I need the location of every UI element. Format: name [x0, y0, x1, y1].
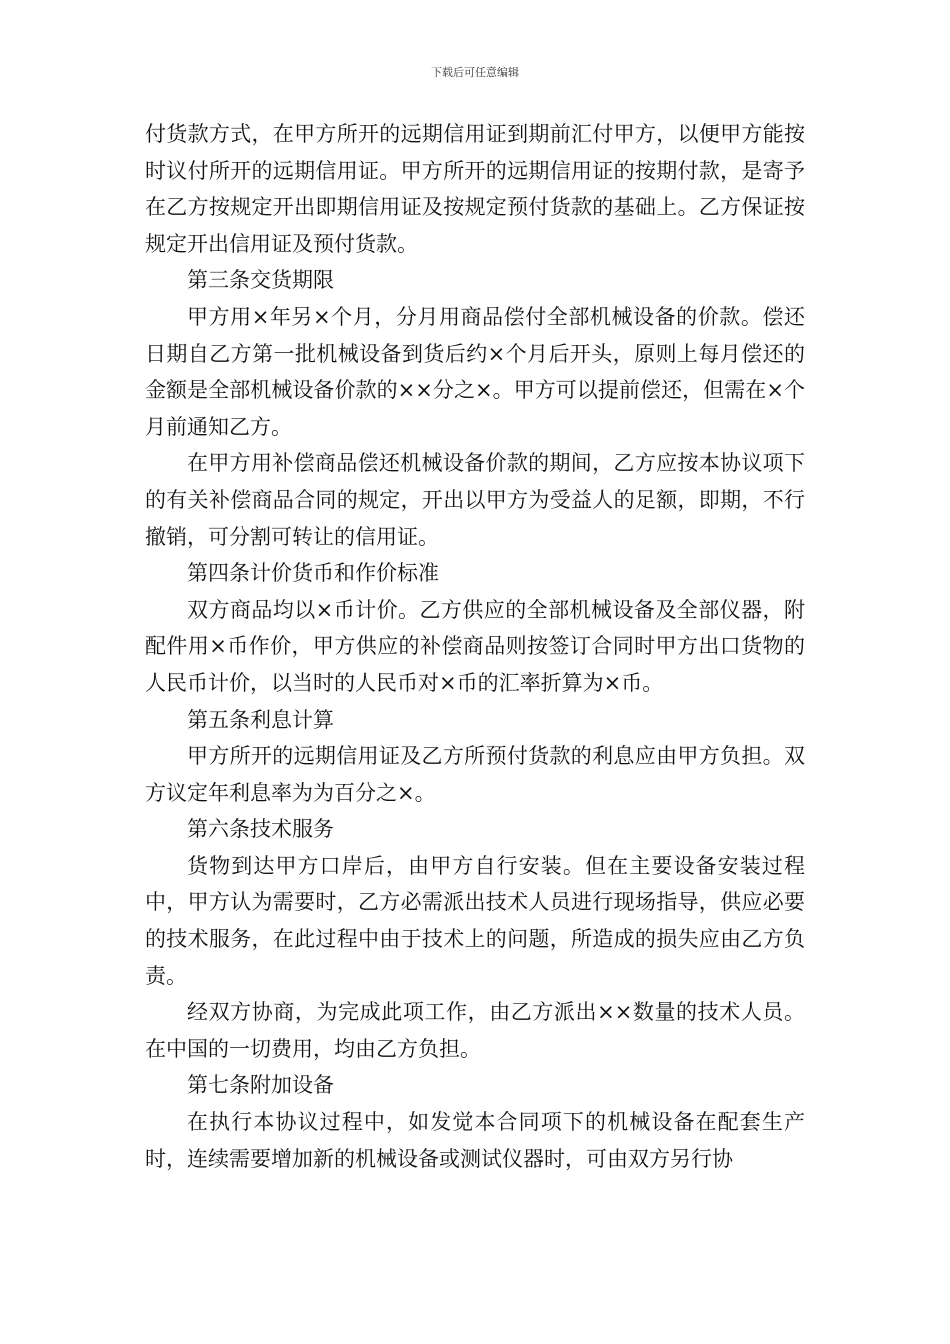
- document-body: [145, 116, 805, 1177]
- paragraph-payment-continued: 付货款方式，在甲方所开的远期信用证到期前汇付甲方，以便甲方能按时议付所开的远期信用证。甲方所开的远期信用证的按期付款，是寄予在乙方按规定开出即期信用证及按规定预付货款的基础上。乙方保证按规定开出信用证及预付货款。: [145, 122, 805, 256]
- article-4-heading: 第四条计价货币和作价标准: [187, 561, 439, 586]
- paragraph-pricing-currency: 双方商品均以×币计价。乙方供应的全部机械设备及全部仪器，附配件用×币作价，甲方供应的补偿商品则按签订合同时甲方出口货物的人民币计价，以当时的人民币对×币的汇率折算为×币。: [145, 597, 805, 695]
- paragraph-additional-equipment: 在执行本协议过程中，如发觉本合同项下的机械设备在配套生产时，连续需要增加新的机械设备或测试仪器时，可由双方另行协: [145, 1110, 805, 1171]
- article-6-heading: 第六条技术服务: [187, 817, 334, 842]
- paragraph-repayment-term: 甲方用×年另×个月，分月用商品偿付全部机械设备的价款。偿还日期自乙方第一批机械设备到货后约×个月后开头，原则上每月偿还的金额是全部机械设备价款的××分之×。甲方可以提前偿还，但需在×个月前通知乙方。: [145, 304, 805, 439]
- article-3-heading: 第三条交货期限: [187, 268, 334, 293]
- paragraph-technicians: 经双方协商，为完成此项工作，由乙方派出××数量的技术人员。在中国的一切费用，均由乙方负担。: [145, 1000, 805, 1061]
- paragraph-interest: 甲方所开的远期信用证及乙方所预付货款的利息应由甲方负担。双方议定年利息率为为百分之×。: [145, 744, 805, 805]
- paragraph-installation: 货物到达甲方口岸后，由甲方自行安装。但在主要设备安装过程中，甲方认为需要时，乙方必需派出技术人员进行现场指导，供应必要的技术服务，在此过程中由于技术上的问题，所造成的损失应由乙方负责。: [145, 853, 805, 988]
- paragraph-letter-of-credit: 在甲方用补偿商品偿还机械设备价款的期间，乙方应按本协议项下的有关补偿商品合同的规定，开出以甲方为受益人的足额，即期，不行撤销，可分割可转让的信用证。: [145, 451, 805, 549]
- article-7-heading: 第七条附加设备: [187, 1073, 334, 1098]
- article-5-heading: 第五条利息计算: [187, 707, 334, 732]
- page-header: 下载后可任意编辑: [431, 66, 519, 79]
